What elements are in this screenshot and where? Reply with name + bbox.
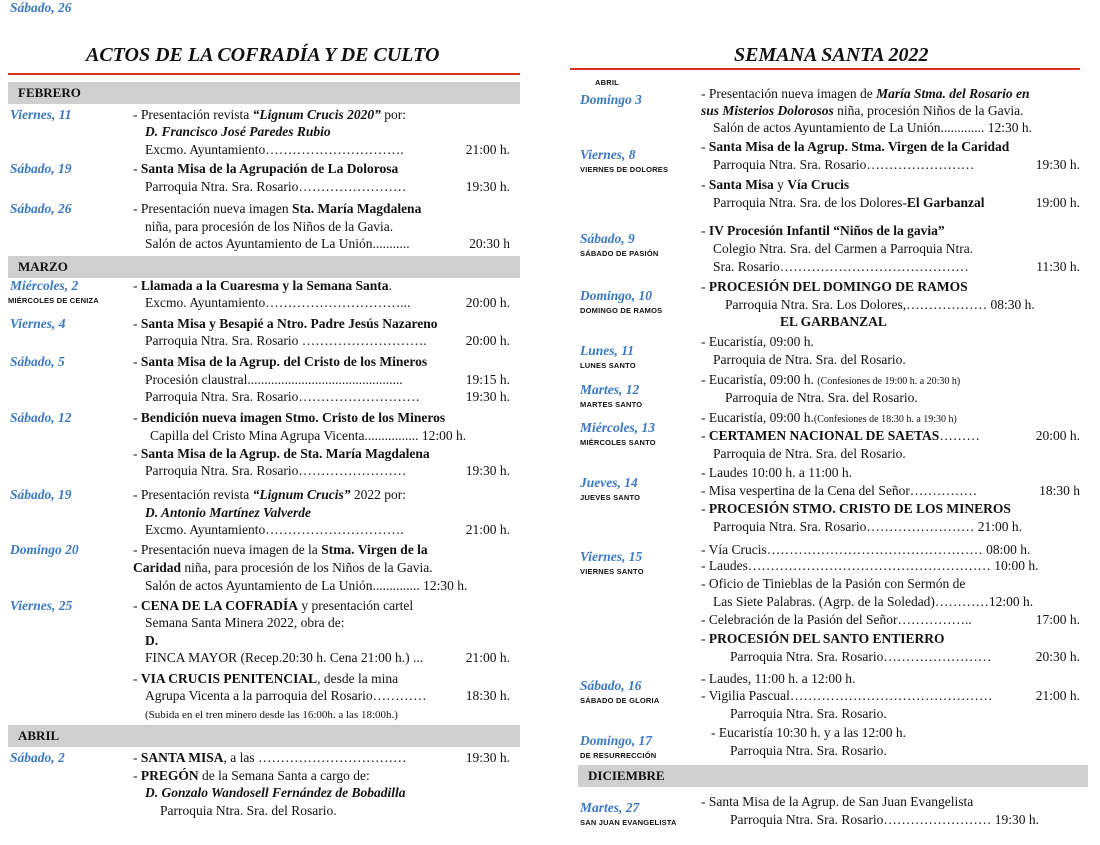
month-header: DICIEMBRE — [578, 765, 1088, 787]
text-run: 21:00 h. — [465, 522, 510, 537]
event-line — [725, 390, 918, 406]
event-line — [713, 241, 973, 257]
event-line — [701, 223, 945, 239]
event-line — [133, 768, 370, 784]
text-run: - — [701, 279, 709, 294]
event-date: Sábado, 19 — [10, 487, 72, 502]
text-run: 20:00 h. — [465, 295, 510, 310]
text-run: (Subida en el tren minero desde las 16:00h. a las 18:00h.) — [145, 709, 398, 721]
text-run: Parroquia Ntra. Sra. Rosario. — [730, 743, 887, 758]
event-line — [133, 671, 398, 687]
text-run: Santa Misa de la Agrup. de Sta. María Magdalena — [140, 446, 430, 461]
text-run: Parroquia Ntra. Sra. Rosario…………………… 19:30 h. — [730, 812, 1039, 827]
event-time — [1036, 195, 1080, 211]
text-run: Santa Misa de la Agrupación de La Dolorosa — [140, 161, 399, 176]
event-line — [133, 560, 433, 576]
event-line — [145, 372, 403, 388]
text-run: (Confesiones de 18:30 h. a 19:30 h) — [813, 414, 957, 425]
text-run: - Eucaristía, 09:00 h. — [701, 372, 818, 387]
event-line — [145, 578, 467, 594]
text-run: - Santa Misa de la Agrup. de San Juan Evangelista — [701, 794, 974, 809]
event-time — [466, 389, 510, 405]
text-run: El Garbanzal — [906, 195, 985, 210]
event-line — [730, 649, 991, 665]
event-time — [469, 236, 510, 252]
event-line — [133, 410, 445, 426]
event-line — [713, 446, 906, 462]
event-line — [701, 631, 945, 647]
text-run: , a las …………………………… — [223, 750, 407, 765]
text-run: - Oficio de Tinieblas de la Pasión con Sermón de — [701, 576, 966, 591]
liturgical-day: SAN JUAN EVANGELISTA — [580, 818, 677, 827]
event-line — [713, 120, 1032, 136]
event-line — [145, 333, 427, 349]
text-run: 2022 por: — [350, 487, 406, 502]
event-line — [145, 142, 404, 158]
month-header: ABRIL — [8, 725, 520, 747]
event-line — [701, 372, 960, 390]
right-page-title: SEMANA SANTA 2022 — [734, 44, 929, 66]
text-run: - Presentación nueva imagen de la — [133, 542, 322, 557]
event-line — [713, 519, 1022, 535]
text-run: EL GARBANZAL — [780, 314, 887, 329]
text-run: Parroquia Ntra. Sra. Rosario…………………… — [145, 179, 407, 194]
text-run: 19:15 h. — [465, 372, 510, 387]
event-time — [1036, 649, 1080, 665]
event-date: Sábado, 5 — [10, 354, 65, 369]
text-run: “Lignum Crucis” — [252, 487, 351, 502]
event-line — [133, 542, 428, 558]
event-date: Domingo 3 — [580, 92, 642, 107]
text-run: 20:00 h. — [1035, 428, 1080, 443]
text-run: - — [701, 177, 709, 192]
text-run: - — [133, 750, 141, 765]
event-line — [145, 522, 404, 538]
text-run: sus Misterios Dolorosos — [701, 103, 834, 118]
text-run: Parroquia Ntra. Sra. Los Dolores,……………… 08:30 h. — [725, 297, 1035, 312]
text-run: Parroquia Ntra. Sra. Rosario……………………… — [145, 389, 420, 404]
text-run: Parroquia Ntra. Sra. del Rosario. — [160, 803, 337, 818]
event-line — [701, 279, 968, 295]
event-line — [145, 615, 344, 631]
text-run: Vía Crucis — [787, 177, 850, 192]
text-run: Parroquia Ntra. Sra. Rosario…………………… — [713, 157, 975, 172]
left-title-rule — [8, 73, 520, 75]
text-run: 18:30 h — [1039, 483, 1080, 498]
event-line — [145, 219, 393, 235]
text-run: Colegio Ntra. Sra. del Carmen a Parroquia Ntra. — [713, 241, 974, 256]
text-run: - — [133, 446, 141, 461]
event-line — [701, 671, 855, 687]
text-run: 19:30 h. — [465, 463, 510, 478]
text-run: - Presentación revista — [133, 487, 253, 502]
text-run: María Stma. del Rosario en — [876, 86, 1030, 101]
text-run: Bendición nueva imagen Stmo. Cristo de los Mineros — [140, 410, 446, 425]
event-time — [1039, 483, 1080, 499]
event-line — [701, 501, 1011, 517]
text-run: - Laudes 10:00 h. a 11:00 h. — [701, 465, 852, 480]
liturgical-day: JUEVES SANTO — [580, 493, 641, 502]
event-date: Sábado, 26 — [10, 201, 72, 216]
event-time — [1036, 157, 1080, 173]
text-run: Salón de actos Ayuntamiento de La Unión........... — [145, 236, 410, 251]
event-date: Viernes, 4 — [10, 316, 66, 331]
event-date: Viernes, 25 — [10, 598, 73, 613]
event-time — [466, 650, 510, 666]
event-date: Jueves, 14 — [580, 475, 638, 490]
event-line — [701, 103, 1024, 119]
text-run: Las Siete Palabras. (Agrp. de la Soledad)…………12:00 h. — [713, 594, 1034, 609]
event-time — [466, 295, 510, 311]
text-run: , desde la mina — [317, 671, 399, 686]
text-run: - — [701, 501, 709, 516]
text-run: 21:00 h. — [465, 650, 510, 665]
text-run: - — [701, 428, 709, 443]
event-time — [466, 688, 510, 704]
event-date: Lunes, 11 — [580, 343, 635, 358]
event-line — [701, 558, 1038, 574]
event-line — [145, 706, 398, 723]
text-run: CERTAMEN NACIONAL DE SAETAS — [708, 428, 940, 443]
event-time — [466, 179, 510, 195]
text-run: Santa Misa de la Agrup. Stma. Virgen de la Caridad — [708, 139, 1010, 154]
text-run: Salón de actos Ayuntamiento de La Unión............. 12:30 h. — [713, 120, 1032, 135]
event-line — [713, 352, 906, 368]
event-line — [150, 428, 466, 444]
event-line — [711, 725, 906, 741]
event-line — [730, 743, 887, 759]
event-line — [725, 297, 1035, 313]
event-date: Martes, 27 — [580, 800, 640, 815]
event-time — [466, 372, 510, 388]
text-run: - — [133, 410, 141, 425]
event-date: Viernes, 8 — [580, 147, 636, 162]
event-line — [145, 179, 406, 195]
event-line — [713, 195, 984, 211]
event-line — [701, 177, 849, 193]
text-run: D. Antonio Martínez Valverde — [145, 505, 312, 520]
text-run: por: — [380, 107, 406, 122]
text-run: 20:00 h. — [465, 333, 510, 348]
event-line — [701, 465, 852, 481]
event-time — [1036, 428, 1080, 444]
text-run: - — [701, 139, 709, 154]
event-time — [1036, 612, 1080, 628]
text-run: - — [133, 671, 141, 686]
event-date: Sábado, 9 — [580, 231, 635, 246]
text-run: - Eucaristía, 09:00 h. — [701, 334, 814, 349]
event-line — [145, 650, 423, 666]
text-run: Parroquia Ntra. Sra. Rosario…………………… — [730, 649, 992, 664]
text-run: 19:30 h. — [465, 389, 510, 404]
text-run: Excmo. Ayuntamiento…………………………... — [145, 295, 411, 310]
text-run: - Celebración de la Pasión del Señor…………….. — [701, 612, 972, 627]
event-date: Sábado, 16 — [580, 678, 642, 693]
event-line — [701, 612, 972, 628]
text-run: - — [701, 223, 709, 238]
event-date: Viernes, 15 — [580, 549, 643, 564]
text-run: - Presentación nueva imagen de — [701, 86, 877, 101]
event-line — [145, 633, 158, 649]
text-run: Agrupa Vicenta a la parroquia del Rosario………… — [145, 688, 427, 703]
text-run: - Vigilia Pascual……………………………………… — [701, 688, 993, 703]
event-date: Sábado, 26 — [10, 0, 72, 15]
text-run: Parroquia Ntra. Sra. Rosario…………………… 21:00 h. — [713, 519, 1022, 534]
text-run: SANTA MISA — [140, 750, 224, 765]
event-date: Sábado, 2 — [10, 750, 65, 765]
text-run: - — [701, 631, 709, 646]
event-time — [466, 142, 510, 158]
event-date: Sábado, 19 — [10, 161, 72, 176]
text-run: Santa Misa — [708, 177, 774, 192]
text-run: niña, para procesión de los Niños de la Gavia. — [181, 560, 433, 575]
text-run: (Confesiones de 19:00 h. a 20:30 h) — [817, 376, 961, 387]
text-run: niña, procesión Niños de la Gavia. — [833, 103, 1024, 118]
event-line — [713, 157, 974, 173]
text-run: Parroquia de Ntra. Sra. del Rosario. — [725, 390, 918, 405]
text-run: PROCESIÓN DEL DOMINGO DE RAMOS — [708, 279, 968, 294]
event-line — [133, 316, 438, 332]
text-run: - Laudes, 11:00 h. a 12:00 h. — [701, 671, 856, 686]
text-run: y — [773, 177, 788, 192]
text-run: - Laudes……………………………………………… 10:00 h. — [701, 558, 1039, 573]
event-line — [713, 259, 969, 275]
text-run: 19:30 h. — [1035, 157, 1080, 172]
text-run: - — [133, 316, 141, 331]
text-run: - — [133, 278, 141, 293]
event-line — [133, 278, 392, 294]
text-run: D. Francisco José Paredes Rubio — [145, 124, 331, 139]
event-line — [145, 389, 420, 405]
text-run: Parroquia Ntra. Sra. Rosario. — [730, 706, 887, 721]
liturgical-day: MARTES SANTO — [580, 400, 643, 409]
event-line — [730, 706, 887, 722]
text-run: PROCESIÓN STMO. CRISTO DE LOS MINEROS — [708, 501, 1011, 516]
event-line — [701, 86, 1029, 102]
text-run: Parroquia Ntra. Sra. de los Dolores- — [713, 195, 907, 210]
liturgical-day: VIERNES DE DOLORES — [580, 165, 669, 174]
text-run: ……… — [939, 428, 980, 443]
event-line — [701, 428, 980, 444]
text-run: 21:00 h. — [1035, 688, 1080, 703]
event-date: Domingo, 10 — [580, 288, 653, 303]
text-run: Sra. Rosario…………………………………… — [713, 259, 969, 274]
event-line — [133, 750, 407, 766]
event-line — [713, 594, 1033, 610]
text-run: de la Semana Santa a cargo de: — [198, 768, 370, 783]
text-run: Salón de actos Ayuntamiento de La Unión.............. 12:30 h. — [145, 578, 468, 593]
event-line — [133, 107, 406, 123]
event-line — [701, 334, 814, 350]
month-header: MARZO — [8, 256, 520, 278]
text-run: Caridad — [133, 560, 182, 575]
text-run: D. — [145, 633, 159, 648]
event-time — [466, 463, 510, 479]
event-line — [145, 295, 410, 311]
text-run: - Presentación revista — [133, 107, 253, 122]
text-run: - Presentación nueva imagen — [133, 201, 292, 216]
event-line — [780, 314, 887, 330]
text-run: 11:30 h. — [1036, 259, 1080, 274]
text-run: Excmo. Ayuntamiento…………………………. — [145, 142, 404, 157]
text-run: - — [133, 354, 141, 369]
text-run: PROCESIÓN DEL SANTO ENTIERRO — [708, 631, 945, 646]
event-line — [145, 236, 410, 252]
text-run: 19:00 h. — [1035, 195, 1080, 210]
text-run: 21:00 h. — [465, 142, 510, 157]
liturgical-day: SÁBADO DE PASIÓN — [580, 249, 659, 258]
event-date: Sábado, 12 — [10, 410, 72, 425]
text-run: 17:00 h. — [1035, 612, 1080, 627]
text-run: . — [388, 278, 392, 293]
text-run: - Misa vespertina de la Cena del Señor…………… — [701, 483, 978, 498]
text-run: CENA DE LA COFRADÍA — [140, 598, 299, 613]
text-run: FINCA MAYOR (Recep.20:30 h. Cena 21:00 h.) ... — [145, 650, 424, 665]
text-run: PREGÓN — [140, 768, 199, 783]
text-run: 18:30 h. — [465, 688, 510, 703]
event-line — [145, 463, 406, 479]
event-line — [133, 487, 406, 503]
text-run: Stma. Virgen de la — [321, 542, 428, 557]
text-run: Capilla del Cristo Mina Agrupa Vicenta................ 12:00 h. — [150, 428, 467, 443]
text-run: Parroquia Ntra. Sra. Rosario ………………………. — [145, 333, 427, 348]
event-line — [701, 576, 965, 592]
event-time — [1036, 259, 1080, 275]
text-run: Procesión claustral.............................................. — [145, 372, 403, 387]
text-run: y presentación cartel — [298, 598, 414, 613]
event-line — [145, 124, 331, 140]
text-run: Parroquia Ntra. Sra. Rosario…………………… — [145, 463, 407, 478]
event-line — [701, 410, 957, 428]
event-time — [466, 333, 510, 349]
event-date: Domingo 20 — [10, 542, 79, 557]
month-label: ABRIL — [595, 78, 619, 87]
liturgical-day: LUNES SANTO — [580, 361, 636, 370]
event-line — [701, 688, 992, 704]
text-run: VIA CRUCIS PENITENCIAL — [140, 671, 318, 686]
text-run: “Lignum Crucis 2020” — [252, 107, 381, 122]
liturgical-day: VIERNES SANTO — [580, 567, 644, 576]
event-time — [1036, 688, 1080, 704]
event-date: Miércoles, 13 — [580, 420, 655, 435]
text-run: 19:30 h. — [465, 179, 510, 194]
liturgical-day: MIÉRCOLES DE CENIZA — [8, 296, 99, 305]
event-line — [133, 446, 430, 462]
text-run: Parroquia de Ntra. Sra. del Rosario. — [713, 352, 906, 367]
event-line — [145, 688, 427, 704]
text-run: 20:30 h. — [1035, 649, 1080, 664]
event-time — [466, 522, 510, 538]
text-run: - — [133, 598, 141, 613]
text-run: 20:30 h — [469, 236, 510, 251]
text-run: - Eucaristía 10:30 h. y a las 12:00 h. — [711, 725, 906, 740]
text-run: Parroquia de Ntra. Sra. del Rosario. — [713, 446, 906, 461]
liturgical-day: DOMINGO DE RAMOS — [580, 306, 663, 315]
event-line — [701, 483, 977, 499]
event-date: Martes, 12 — [580, 382, 640, 397]
liturgical-day: MIÉRCOLES SANTO — [580, 438, 656, 447]
text-run: niña, para procesión de los Niños de la Gavia. — [145, 219, 394, 234]
text-run: 19:30 h. — [465, 750, 510, 765]
month-header: FEBRERO — [8, 82, 520, 104]
liturgical-day: SÁBADO DE GLORIA — [580, 696, 660, 705]
event-line — [701, 794, 973, 810]
text-run: Semana Santa Minera 2022, obra de: — [145, 615, 345, 630]
left-page-title: ACTOS DE LA COFRADÍA Y DE CULTO — [86, 44, 440, 66]
event-line — [701, 139, 1009, 155]
event-date: Viernes, 11 — [10, 107, 72, 122]
event-line — [701, 542, 1030, 558]
text-run: Santa Misa de la Agrup. del Cristo de los Mineros — [140, 354, 428, 369]
text-run: Sta. María Magdalena — [291, 201, 422, 216]
event-line — [730, 812, 1039, 828]
event-line — [133, 598, 413, 614]
event-line — [133, 354, 427, 370]
text-run: D. Gonzalo Wandosell Fernández de Bobadilla — [145, 785, 406, 800]
event-line — [133, 201, 421, 217]
text-run: Santa Misa y Besapié a Ntro. Padre Jesús Nazareno — [140, 316, 438, 331]
event-line — [145, 785, 406, 801]
text-run: - — [133, 768, 141, 783]
text-run: IV Procesión Infantil “Niños de la gavia” — [708, 223, 945, 238]
text-run: - Vía Crucis………………………………………… 08:00 h. — [701, 542, 1031, 557]
text-run: Excmo. Ayuntamiento…………………………. — [145, 522, 404, 537]
event-date: Miércoles, 2 — [10, 278, 79, 293]
text-run: - — [133, 161, 141, 176]
right-title-rule — [570, 68, 1080, 70]
liturgical-day: DE RESURRECCIÓN — [580, 751, 657, 760]
event-line — [160, 803, 337, 819]
text-run: Llamada a la Cuaresma y la Semana Santa — [140, 278, 389, 293]
event-date: Domingo, 17 — [580, 733, 653, 748]
event-line — [145, 505, 311, 521]
text-run: - Eucaristía, 09:00 h. — [701, 410, 814, 425]
event-time — [466, 750, 510, 766]
event-line — [133, 161, 398, 177]
